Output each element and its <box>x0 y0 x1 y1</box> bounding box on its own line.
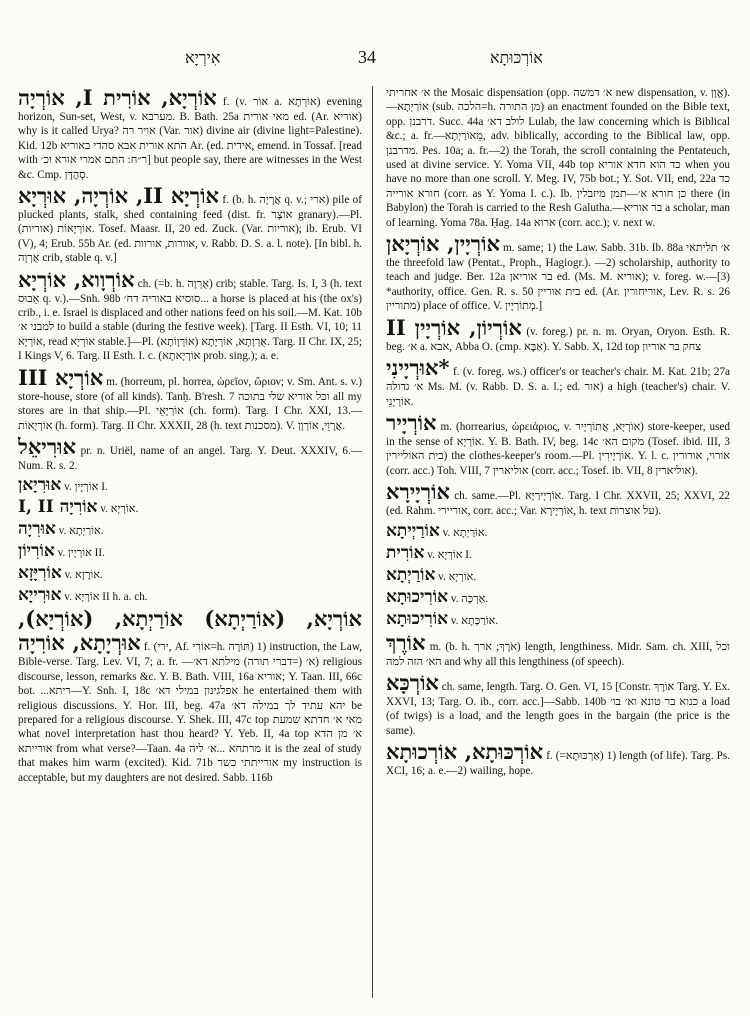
entry-text: v. אוֹרְיָא II h. a. ch. <box>64 591 148 604</box>
dictionary-entry <box>386 609 730 629</box>
dictionary-entry <box>386 356 730 409</box>
dictionary-entry <box>386 587 730 607</box>
dictionary-entry <box>18 475 362 495</box>
column-divider <box>372 86 373 998</box>
dictionary-entry <box>18 519 362 539</box>
entry-headword: אוֹרִיכוּתָא <box>386 586 449 607</box>
dictionary-entry <box>18 366 362 433</box>
dictionary-entry <box>386 671 730 738</box>
entry-text: f. (=אַרְכּוּתָא) 1) length (of life). Targ. Ps. XCI, 16; a. e.—2) wailing, hope. <box>386 750 731 778</box>
entry-headword: אוֹרְיָא III <box>18 364 104 390</box>
entry-text: (v. foreg.) pr. n. m. Oryan, Oryon. Esth. R. beg. א׳ a. אבא, Abba O. (cmp. אַבָּא). Y. Sabb. X, 12d top צחק בר אוריון <box>386 325 730 353</box>
dictionary-entry <box>18 607 362 785</box>
entry-text: f. (ירי, Af. אוֹרִי=h. תּוֹרָה) 1) instruction, the Law, Bible-verse. Targ. Lev. VI, 7; a. fr. —א׳ (=דברי תורה) מילתא דא׳) religious discourse, lesson, remarks &c. Y. B. Bath. VIII, 16a אוריא; Y. Taan. III, 66c bot. ...ריתא—Y. Snh. I, 18c אפלגינון במילי דא׳ he entertained them with religious discussions. Y. Hor. III, beg. 47a יהא עתיד לך במילה דא׳ be prepared for a religious discourse. Y. Shek. III, 47c top מאי א׳ חדתא שמעת what novel interpretation hast thou heard? Y. Yeb. II, 4a top א׳ מן הדא אורייתא from what verse?—Taan. 4a מרתחא ...א׳ ליה it is the zeal of study that makes him warm (excited). Kid. 71b אורייתתי כשר my instruction is acceptable, but my daughters are not desired. Sabb. 116b <box>18 641 363 784</box>
dictionary-entry <box>386 411 730 478</box>
entry-text: v. אַרְכָּה. <box>450 592 489 605</box>
dictionary-entry <box>386 740 730 778</box>
entry-text: m. (horrearius, ὡρειάριος, v. אוֹרְיָא, אֲתוֹרְיָיר) store-keeper, used in the sense of אוֹרְיָא. Y. B. Bath. IV, beg. 14c מקום הא׳ (Tosef. ibid. III, 3 בית האוליירין) the clothes-keeper's room.—Pl. אוֹרְיָירִין. Y. l. c. אורוי, אורורין (corr. acc.) Toh. VIII, 7 אוליארין (corr. acc.; Tosef. ib. VII, 8 אוליארין). <box>386 420 730 477</box>
dictionary-entry <box>386 543 730 563</box>
entry-text: v. אוֹרְיָא. <box>100 503 139 516</box>
entry-text: v. אוֹרְיָא. <box>438 570 477 583</box>
entry-headword: אוֹרְיוֹן, אוֹרְיָין II <box>386 314 522 340</box>
entry-text: m. (horreum, pl. horrea, ὡρεῖον, ὥριον; v. Sm. Ant. s. v.) store-house, store (of all kinds). Tanḥ. B'resh. 7 וכל אוריא שלי בתוכה all my stores are in that ship.—Pl. אוֹרְיָאֵי (ch. form). Targ. I Chr. XXI, 13.—אוֹרְיָאוֹת (h. form). Targ. II Chr. XXXII, 28 (h. text מסכנות). V. אֲרָוֵי, אוֹרְוָן. <box>18 375 363 432</box>
entry-text: f. (b. h. אֲרָיָה q. v.; ארי) pile of plucked plants, stalk, shed containing feed (dist. fr. אוֹצָר granary).—Pl. אוֹרְיָאוֹת (אוריות). Tosef. Maasr. II, 20 ed. Zuck. (Var. אוריות); ib. Erub. VI (V), 4; Erub. 55b Ar. (ed. אוורות, אורוות, v. Rabb. D. S. a. l. note). [In bibl. h. אֻרְוָה crib, stable q. v.] <box>18 194 362 265</box>
entry-headword: אוֹרְיָין, אוֹרְיָאן <box>386 231 500 257</box>
entry-headword: אוֹרִיָּזָא <box>18 563 62 584</box>
page-number: 34 <box>358 47 376 67</box>
entry-text: v. אוֹרְיָין I. <box>64 481 108 494</box>
entry-headword: אוֹרֶךְ <box>386 629 426 655</box>
entry-headword: אוֹרְוָוא, אוֹרְיָא <box>18 266 135 292</box>
entry-text: pr. n. Uriël, name of an angel. Targ. Y. Deut. XXXIV, 6.—Num. R. s. 2. <box>18 444 362 472</box>
dictionary-entry <box>386 316 730 354</box>
entry-text: ch. same, length. Targ. O. Gen. VI, 15 [Constr. אוֹרֶךְ Targ. Y. Ex. XXVI, 13; Targ. O. ib., corr. acc.]—Sabb. 140b כנוא בר טונא וא׳ בו׳ a load (of twigs) is a load, and the length goes in the bargain (the price is the same). <box>386 680 730 737</box>
entry-headword: אוֹרְיָא II, אוֹרְיָה, אוּרְיָא <box>18 183 219 209</box>
entry-text: v. אוֹרַיְתָא. <box>58 525 104 538</box>
dictionary-entry <box>18 184 362 266</box>
entry-headword: אוֹרְכָּא <box>386 669 439 695</box>
dictionary-entry <box>386 480 730 518</box>
entry-headword: אוּרִייָא <box>18 585 62 606</box>
entry-text: v. אוֹרְיָין II. <box>57 547 105 560</box>
entry-headword: אוֹרְיָא, (אוֹרַיְתָא) אוֹרַיְתָא, (אוֹרְיָא), אוּרְיָתָא, אוֹרִיָה <box>18 606 362 656</box>
dictionary-entry <box>386 232 730 314</box>
entry-text: m. same; 1) the Law. Sabb. 31b. Ib. 88a א׳ תליתאי the threefold law (Pentat., Proph., Hagiogr.). —2) scholarship, authority to teach and judge. Ber. 12a בר אוריאן ed. (Ms. M. אוריא); v. foreg. w.—[3) *authority, office. Gen. R. s. 50 בית אוריין ed. (Ar. אוריחורין, Lev. R. s. 26 מתוריין) place of office. V. מְתוֹרְיָין.] <box>386 242 730 313</box>
left-column <box>18 86 362 787</box>
entry-headword: אוֹרַיְתָא <box>386 564 436 585</box>
entry-text: f. (v. foreg. ws.) officer's or teacher's chair. M. Kat. 21b; 27a א׳ גדולה Ms. M. (v. Rabb. D. S. a. l.; ed. אור) a high (teacher's) chair. V. אוֹרְיָנֵי. <box>386 366 731 408</box>
dictionary-entry <box>386 565 730 585</box>
page-header <box>0 0 750 80</box>
entry-headword: אוֹרְכּוּתָא, אוֹרְכוּתָא <box>386 739 544 765</box>
dictionary-entry <box>18 435 362 473</box>
entry-headword: אוֹרִית <box>386 542 425 563</box>
entry-headword: *אוּרְיָינִי <box>386 355 450 381</box>
entry-headword: אוּרִיאֵל <box>18 433 76 459</box>
entry-text: v. אוֹרְיָא I. <box>427 548 472 561</box>
entry-headword: אוֹרִיָה I, II <box>18 497 98 518</box>
dictionary-entry <box>18 497 362 517</box>
dictionary-entry <box>386 631 730 669</box>
right-column <box>386 86 730 781</box>
dictionary-entry <box>18 86 362 182</box>
entry-text: m. (b. h. אֹרֶךְ; ארך) length, lengthiness. Midr. Sam. ch. XIII, וכל הא׳ הזה למה and why all this lengthiness (of speech). <box>386 640 730 668</box>
dictionary-entry <box>18 268 362 364</box>
entry-headword: אוֹרִיכוּתָא <box>386 608 449 629</box>
entry-headword: אוֹרְיָיר <box>386 409 437 435</box>
entry-headword: אוּרִיָה <box>18 519 56 540</box>
entry-text: v. אוֹרַכְּתָא. <box>450 614 499 627</box>
dictionary-entry <box>18 563 362 583</box>
entry-text: v. אוֹרֶזָא. <box>64 569 103 582</box>
entry-headword: אוֹרְיָירָא <box>386 479 450 505</box>
dictionary-entry <box>386 521 730 541</box>
entry-headword: אוֹרְיָא, אוֹרִית I, אוֹרְיָה <box>18 85 217 110</box>
entry-text: f. (v. אוֹר a. אוֹרְתָא) evening horizon, Sun-set, West, v. מערבא. B. Bath. 25a מאי אורית ed. (Ar. אוריא) why is it called Urya? אויר רה (Var. אור) divine air (divine light=Palestine). Kid. 12b התא אורית אבא סהדי באוריא Ar. (ed. אידית, emend. in Tossaf. [read with ר״ח: התם אמרי אורא וכ׳] but people say, there are witnesses in the West &c. Cmp. סָהֲדָן. <box>18 96 363 181</box>
entry-text: ch. (=b. h. אֻרְוָה) crib; stable. Targ. Is. I, 3 (h. text אֵבוּס q. v.).—Snh. 98b סוסיא באוריה דח׳... a horse is placed at his (the ox's) crib., i. e. Israel is displaced and other nations feed on his soil.—M. Kat. 10b למבני א׳ to build a stable (during the festive week). [Targ. II Esth. VI, 10; 11 אוֹרְיָא, read אוֹרְיָא stable.]—Pl. אֻרְוָתָא, אוֹרְיָתָא (אוֹרְוָוֹתָא). Targ. II Chr. IX, 25; I Kings V, 6. Targ. II Esth. I. c. (אוֹרְיָאתָא prob. sing.); a. e. <box>18 277 363 363</box>
entry-text: v. אוֹרַיְתָא. <box>442 526 488 539</box>
entry-headword: אוֹרַיְיתָא <box>386 520 440 541</box>
entry-headword: אוּרִיָאן <box>18 475 62 496</box>
running-head-left: אִירְיָא <box>185 50 221 67</box>
dictionary-entry <box>18 541 362 561</box>
dictionary-entry <box>386 86 730 230</box>
entry-text: א׳ אחריתי the Mosaic dispensation (opp. א׳ דמשה new dispensation, v. אֱוָן).—אוֹרַיְתָא (sub. הלכה=h. מן התורה) an enactment founded on the Bible text, opp. דרבנן. Succ. 44a לולב דא׳ Lulab, the law concerning which is Biblical &c.; a. fr.—מֵאוֹרַיְתָא, adv. biblically, according to the Biblical law, opp. מדרבנן. Pes. 10a; a. fr.—2) the Torah, the scroll containing the Pentateuch, used at divine service. Y. Yoma VII, 44b top כד הוא חדא אוריא when you have no more than one scroll. Y. Meg. IV, 75b bot.; Y. Sot. VII, end, 22a כד חורא אורייה (corr. as Y. Yoma I. c.). Ib. כן חורא א׳—תמן מיזבלין there (in Babylon) the Torah is carried to the Resh Galutha.—בר אוריא a scholar, man of learning. Yoma 78a. Ḥag. 14a ארוא (corr. acc.); v. next w. <box>386 87 731 229</box>
entry-text: ch. same.—Pl. אוֹרְיָירַיָּא. Targ. I Chr. XXVII, 25; XXVI, 22 (ed. Rahm. אוריירי, corr. acc.; Var. אוֹרְיָירָא, h. text על אוצרות). <box>386 490 730 518</box>
running-head-right: אוֹרְכּוּתָא <box>490 50 543 67</box>
dictionary-entry <box>18 585 362 605</box>
entry-headword: אוֹרִיוֹן <box>18 541 55 562</box>
